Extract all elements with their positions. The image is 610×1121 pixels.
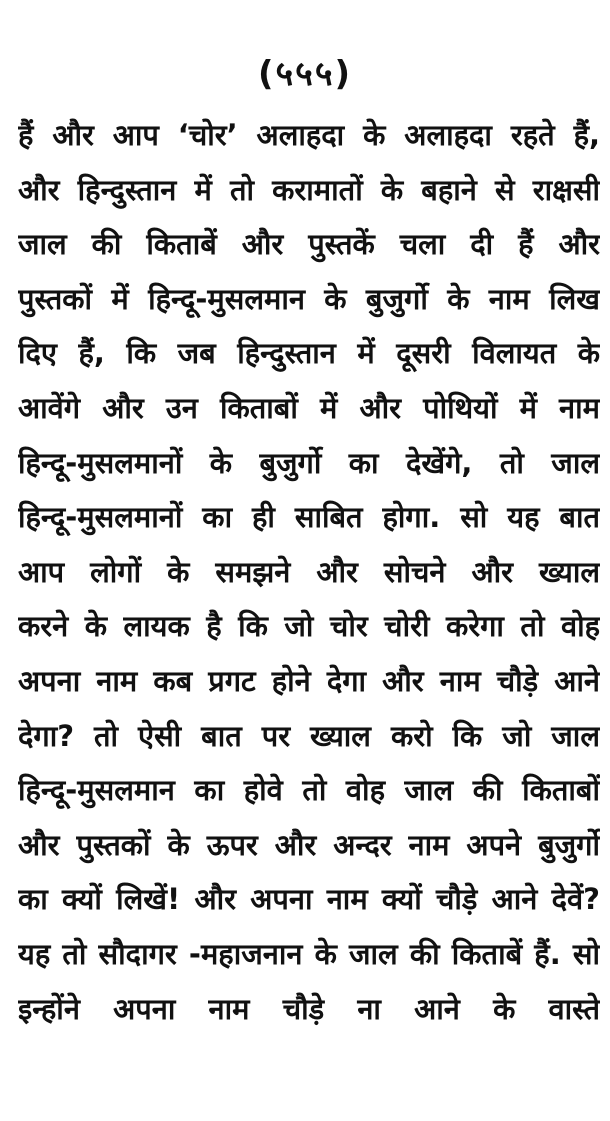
text-line: दिए हैं, कि जब हिन्दुस्तान में दूसरी विलायत के	[18, 336, 600, 371]
text-line: और हिन्दुस्तान में तो करामातों के बहाने से राक्षसी	[18, 172, 600, 207]
text-line: हिन्दू-मुसलमानों का ही साबित होगा. सो यह बात	[18, 500, 600, 535]
text-line: का क्यों लिखें! और अपना नाम क्यों चौड़े आने देवें?	[18, 882, 600, 917]
text-line: अपना नाम कब प्रगट होने देगा और नाम चौड़े आने	[18, 663, 600, 698]
text-line: आवेंगे और उन किताबों में और पोथियों में नाम	[18, 390, 600, 425]
text-line: हिन्दू-मुसलमान का होवे तो वोह जाल की किताबों	[18, 773, 600, 808]
text-line: हिन्दू-मुसलमानों के बुजुर्गो का देखेंगे, तो जाल	[18, 445, 600, 480]
text-line: पुस्तकों में हिन्दू-मुसलमान के बुजुर्गो के नाम लिख	[18, 281, 600, 316]
body-text	[18, 108, 600, 1036]
text-line: आप लोगों के समझने और सोचने और ख्याल	[18, 554, 600, 589]
page-number: (५५५)	[257, 54, 353, 94]
text-line: करने के लायक है कि जो चोर चोरी करेगा तो वोह	[18, 609, 600, 644]
text-line: जाल की किताबें और पुस्तकें चला दी हैं और	[18, 227, 600, 262]
text-line: और पुस्तकों के ऊपर और अन्दर नाम अपने बुजुर्गो	[18, 827, 600, 862]
text-line: हैं और आप ‘चोर’ अलाहदा के अलाहदा रहते हैं,	[18, 118, 600, 152]
text-line: यह तो सौदागर -महाजनान के जाल की किताबें हैं. सो	[18, 936, 600, 971]
text-line: इन्होंने अपना नाम चौड़े ना आने के वास्ते	[18, 991, 600, 1026]
text-line: देगा? तो ऐसी बात पर ख्याल करो कि जो जाल	[18, 718, 600, 753]
